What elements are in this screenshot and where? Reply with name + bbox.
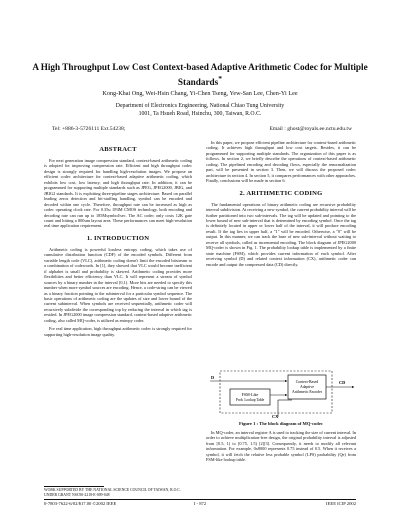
conference-name: IEEE ICIP 2002	[326, 501, 356, 506]
paper-title-text: A High Throughput Low Cost Context-based Adaptive Arithmetic Codec for Multiple Standards	[32, 62, 368, 88]
section-2-paragraph-2: In MQ-coder, an interval register A is used to tracking the size of current interval. In order to achieve multiplication-free design, the original probability interval is adjusted from [0.5, 1) to [0.75, 1.5) [2][3]. Consequently, it needs to modify all relevant information. For example, 0x8000 represents 0.75 instead of 0.5. When it receives a symbol, it will fetch the relative less probable symbol (LPS) probability (Qe) from FSM-like lookup table.	[206, 430, 356, 463]
paper-title	[20, 62, 380, 88]
figure-1-caption: Figure 1 : The block diagram of MQ-codec	[239, 421, 323, 426]
abstract-heading: ABSTRACT	[99, 146, 137, 153]
encoder-label-line-3: Arithmetic Encoder	[291, 390, 323, 394]
introduction-paragraph-1: Arithmetic coding is powerful lossless entropy coding, which takes use of cumulative distribution function (CDF) of the encoded symbols. Different from variable length code (VLC), arithmetic coding doesn't limit the encoded bitstream to a combination of codewords. In [1], they showed that VLC would become inefficient if alphabet is small and probability is skewed. Arithmetic coding provides more flexibilities and better efficiency than VLC. It will represent a stream of symbol sources by a binary number in the interval [0,1). More bits are needed to specify this number when more symbol sources are encoding. Hence, a code-string can be viewed as a binary fraction pointing to the subinterval for a particular symbol sequence. The basic operations of arithmetic coding are the updates of size and lower bound of the current subinterval. When symbols are received sequentially, arithmetic coder will recursively subdivide the corresponding top by reducing the interval in which tag is resided. In JPEG2000 image compression standard, context-based adaptive arithmetic coding, also called MQ-coder, is utilized as entropy coder.	[44, 246, 192, 323]
fsm-label-line-2: Prob. Lookup Table	[235, 398, 265, 402]
right-column	[206, 140, 356, 270]
affiliation	[20, 103, 380, 118]
input-cx-label: CX	[272, 414, 279, 419]
introduction-paragraph-3: In this paper, we propose efficient pipeline architecture for context-based arithmetic coding. It achieves high throughput and low cost targets. Besides, it can be programmed for supporting multiple standards. The organization of this paper is as follows. In section 2, we briefly describe the operations of context-based arithmetic coding. The pipelined encoding and decoding flows, especially the renormalization part, will be presented in section 3. Then, we will discuss the proposed codec architecture in section 4. In section 5, it compares performances with other approaches. Finally, conclusions will be made in section 6.	[206, 140, 356, 184]
output-cd-label: CD	[339, 380, 346, 385]
title-footnote-marker: *	[218, 74, 223, 83]
email-address: Email : ghost@royals.ee.nctu.edu.tw	[269, 126, 352, 132]
encoder-label-line-2: Adaptive	[300, 385, 314, 389]
grant-footnote: WORK SUPPORTED BY THE NATIONAL SCIENCE COUNCIL OF TAIWAN, R.O.C. UNDER GRANT NSC90-2218-E-009-048	[44, 488, 181, 497]
mq-codec-block-diagram	[208, 367, 356, 419]
telephone: Tel: +886-3-5726111 Ext.54238;	[52, 126, 126, 132]
introduction-heading: 1. INTRODUCTION	[86, 234, 150, 242]
affiliation-line-1: Department of Electronics Engineering, National Chiao Tung University	[115, 103, 285, 109]
affiliation-line-2: 1001, Ta Hsueh Road, Hsinchu, 300, Taiwan, R.O.C.	[138, 110, 262, 117]
introduction-paragraph-2: For real time application, high throughput arithmetic codec is strongly required for supporting high-resolution image quality.	[44, 326, 192, 337]
page-number: I - 872	[193, 501, 207, 506]
footer-copyright: 0-7803-7622-6/02/$17.00 ©2002 IEEE	[44, 501, 117, 506]
footnote-rule	[44, 486, 104, 487]
section-2-paragraph-1: The fundamental operations of binary arithmetic coding are recursive probability interval subdivision. At receiving a new symbol, the current probability interval will be further partitioned into two sub-intervals. The tag will be updated and pointing to the lower bound of new sub-interval that is determined by encoding symbol. Once the tag is definitely located in upper or lower half of the interval, it will produce encoding result. If the tag lies in upper half, a "1" will be encoded. Otherwise, a "0" will be output. In this manner, we can track the base of new sub-interval without waiting to receive all symbols, called as incremental encoding. The block diagram of JPEG2000 MQ-coder is shown in Fig. 1. The probability lookup table is implemented by a finite state machine (FSM), which provides current information of each symbol. After receiving symbol (D) and related context information (CX), arithmetic coder can encode and output the compressed data (CD) directly.	[206, 201, 356, 267]
right-column-continued	[206, 430, 356, 466]
author-list: Kong-Khai Ong, Wei-Hsin Chang, Yi-Chen Tseng, Yew-San Lee, Chen-Yi Lee	[102, 90, 298, 97]
encoder-label-line-1: Context-Based	[295, 380, 319, 384]
footer-rule	[44, 499, 356, 500]
input-d-label: D	[211, 375, 215, 380]
abstract-text: For next generation image compression standard, context-based arithmetic coding is adopted for improving compression rate. Efficient and high throughput codec design is strongly required for handling high-resolution images. We propose an efficient codec architecture for context-based adaptive arithmetic coding, which exhibits low cost, low latency, and high throughput rate. In addition, it can be programmed for supporting multiple standards such as JPEG, JPEG2000, JBIG, and JBIG2 standards. It is exploiting three-pipeline stages architecture. Based on parallel leading zeros detection and bit-stuffing handling, symbol can be encoded and decoded within one cycle. Therefore, throughput rate can be increased as high as codec operating clock rate. For 0.35u 1P4M CMOS technology, both encoding and decoding rate can run up to 185Msymbol/sec. The AC codec only costs 12K gate count and hitting a 800um layout area. These performances can meet high-resolution real time application requirement.	[44, 158, 192, 229]
section-2-heading: 2. ARITHMETIC CODING	[239, 189, 323, 197]
left-column	[44, 140, 192, 340]
fsm-label-line-1: FSM-Like	[241, 392, 259, 397]
